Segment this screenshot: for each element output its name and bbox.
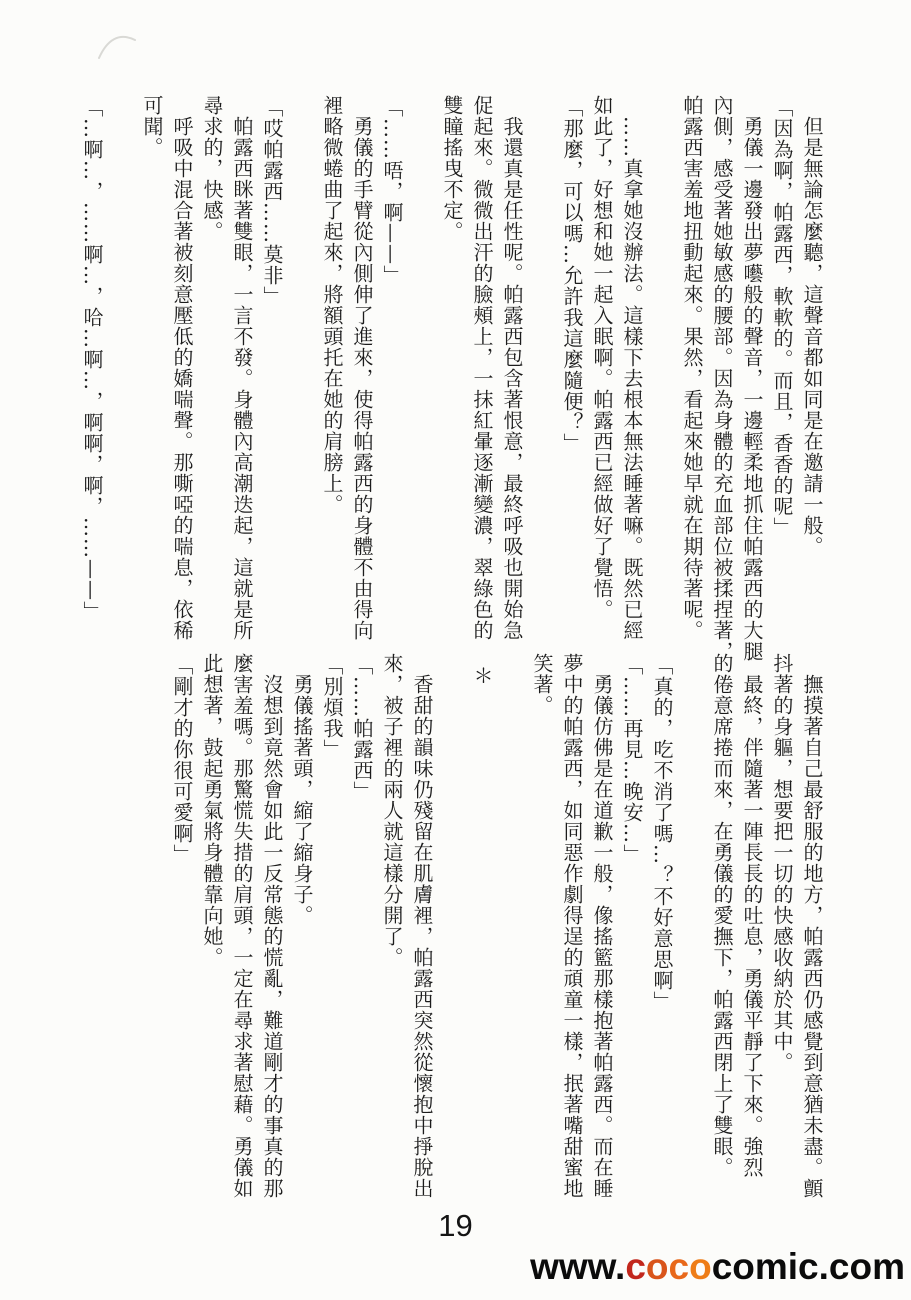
text-line: 香甜的韻味仍殘留在肌膚裡，帕露西突然從懷抱中掙脫出: [410, 674, 434, 1199]
text-line: 內側，感受著她敏感的腰部。因為身體的充血部位被揉捏著，: [710, 95, 734, 662]
text-line: 呼吸中混合著被刻意壓低的嬌喘聲。那嘶啞的喘息，依稀: [170, 116, 194, 641]
section-break-star: ＊: [470, 665, 494, 686]
text-line: 促起來。微微出汗的臉頰上，一抹紅暈逐漸變濃，翠綠色的: [470, 95, 494, 641]
watermark-prefix: www.: [530, 1246, 626, 1287]
watermark-brand-letter: c: [668, 1246, 690, 1287]
watermark-suffix: comic.com: [711, 1246, 905, 1287]
watermark-brand-letter: o: [689, 1246, 712, 1287]
blank-line: [497, 653, 527, 1213]
text-line: 此想著，鼓起勇氣將身體靠向她。: [200, 653, 224, 968]
text-line: 撫摸著自己最舒服的地方，帕露西仍感覺到意猶未盡。顫: [800, 674, 824, 1199]
text-line: 「真的，吃不消了嗎…？不好意思啊」: [650, 655, 674, 1012]
blank-line: [287, 95, 317, 655]
blank-line: [527, 95, 557, 655]
text-line: 的倦意席捲而來，在勇儀的愛撫下，帕露西閉上了雙眼。: [710, 653, 734, 1178]
text-line: 尋求的，快感。: [200, 95, 224, 242]
page-number: 19: [438, 1208, 473, 1243]
text-line: 抖著的身軀，想要把一切的快感收納於其中。: [770, 653, 794, 1073]
text-line: 「因為啊，帕露西，軟軟的。而且，香香的呢」: [770, 97, 794, 538]
text-line: 「……帕露西」: [350, 655, 374, 802]
watermark-brand-letter: c: [625, 1246, 646, 1287]
text-line: 「……唔，啊——」: [380, 97, 404, 286]
text-line: 帕露西害羞地扭動起來。果然，看起來她早就在期待著呢。: [680, 95, 704, 641]
watermark-brand: [625, 1246, 711, 1287]
blank-line: [647, 95, 677, 655]
text-line: 我還真是任性呢。帕露西包含著恨意，最終呼吸也開始急: [500, 116, 524, 641]
watermark-brand-letter: o: [645, 1246, 669, 1287]
text-line: 笑著。: [530, 653, 554, 716]
text-line: 「哎帕露西……莫非」: [260, 97, 284, 307]
text-line: 勇儀仿佛是在道歉一般，像搖籃那樣抱著帕露西。而在睡: [590, 674, 614, 1199]
watermark: [530, 1246, 905, 1288]
text-line: 來，被子裡的兩人就這樣分開了。: [380, 653, 404, 968]
scan-smudge-mark: [95, 28, 145, 68]
text-line: 「那麼，可以嗎…允許我這麼隨便？」: [560, 97, 584, 454]
blank-line: [407, 95, 437, 655]
text-line: 但是無論怎麼聽，這聲音都如同是在邀請一般。: [800, 116, 824, 557]
text-line: 「…啊…，……啊…，哈…啊…，啊啊，啊，……——」: [80, 97, 104, 622]
blank-line: [437, 653, 467, 1213]
text-line: 雙瞳搖曳不定。: [440, 95, 464, 242]
text-line: 帕露西眯著雙眼，一言不發。身體內高潮迭起，這就是所: [230, 116, 254, 641]
text-line: 勇儀一邊發出夢囈般的聲音，一邊輕柔地抓住帕露西的大腿: [740, 116, 764, 662]
bottom-text-block: [167, 653, 827, 1213]
text-line: 勇儀的手臂從內側伸了進來，使得帕露西的身體不由得向: [350, 116, 374, 641]
top-text-block: [77, 95, 827, 662]
text-line: 勇儀搖著頭，縮了縮身子。: [290, 674, 314, 926]
text-line: 「……再見…晚安…」: [620, 655, 644, 865]
text-line: 裡略微蜷曲了起來，將額頭托在她的肩膀上。: [320, 95, 344, 515]
blank-line: [677, 653, 707, 1213]
text-line: 「別煩我」: [320, 655, 344, 760]
text-line: 「剛才的你很可愛啊」: [170, 655, 194, 865]
text-line: 沒想到竟然會如此一反常態的慌亂，難道剛才的事真的那: [260, 674, 284, 1199]
text-line: 如此了，好想和她一起入眠啊。帕露西已經做好了覺悟。: [590, 95, 614, 620]
text-line: 可聞。: [140, 95, 164, 158]
text-line: 麼害羞嗎。那驚慌失措的肩頭，一定在尋求著慰藉。勇儀如: [230, 653, 254, 1199]
blank-line: [107, 95, 137, 655]
text-line: ……真拿她沒辦法。這樣下去根本無法睡著嘛。既然已經: [620, 116, 644, 641]
text-line: 夢中的帕露西，如同惡作劇得逞的頑童一樣，抿著嘴甜蜜地: [560, 653, 584, 1199]
text-line: 最終，伴隨著一陣長長的吐息，勇儀平靜了下來。強烈: [740, 674, 764, 1178]
